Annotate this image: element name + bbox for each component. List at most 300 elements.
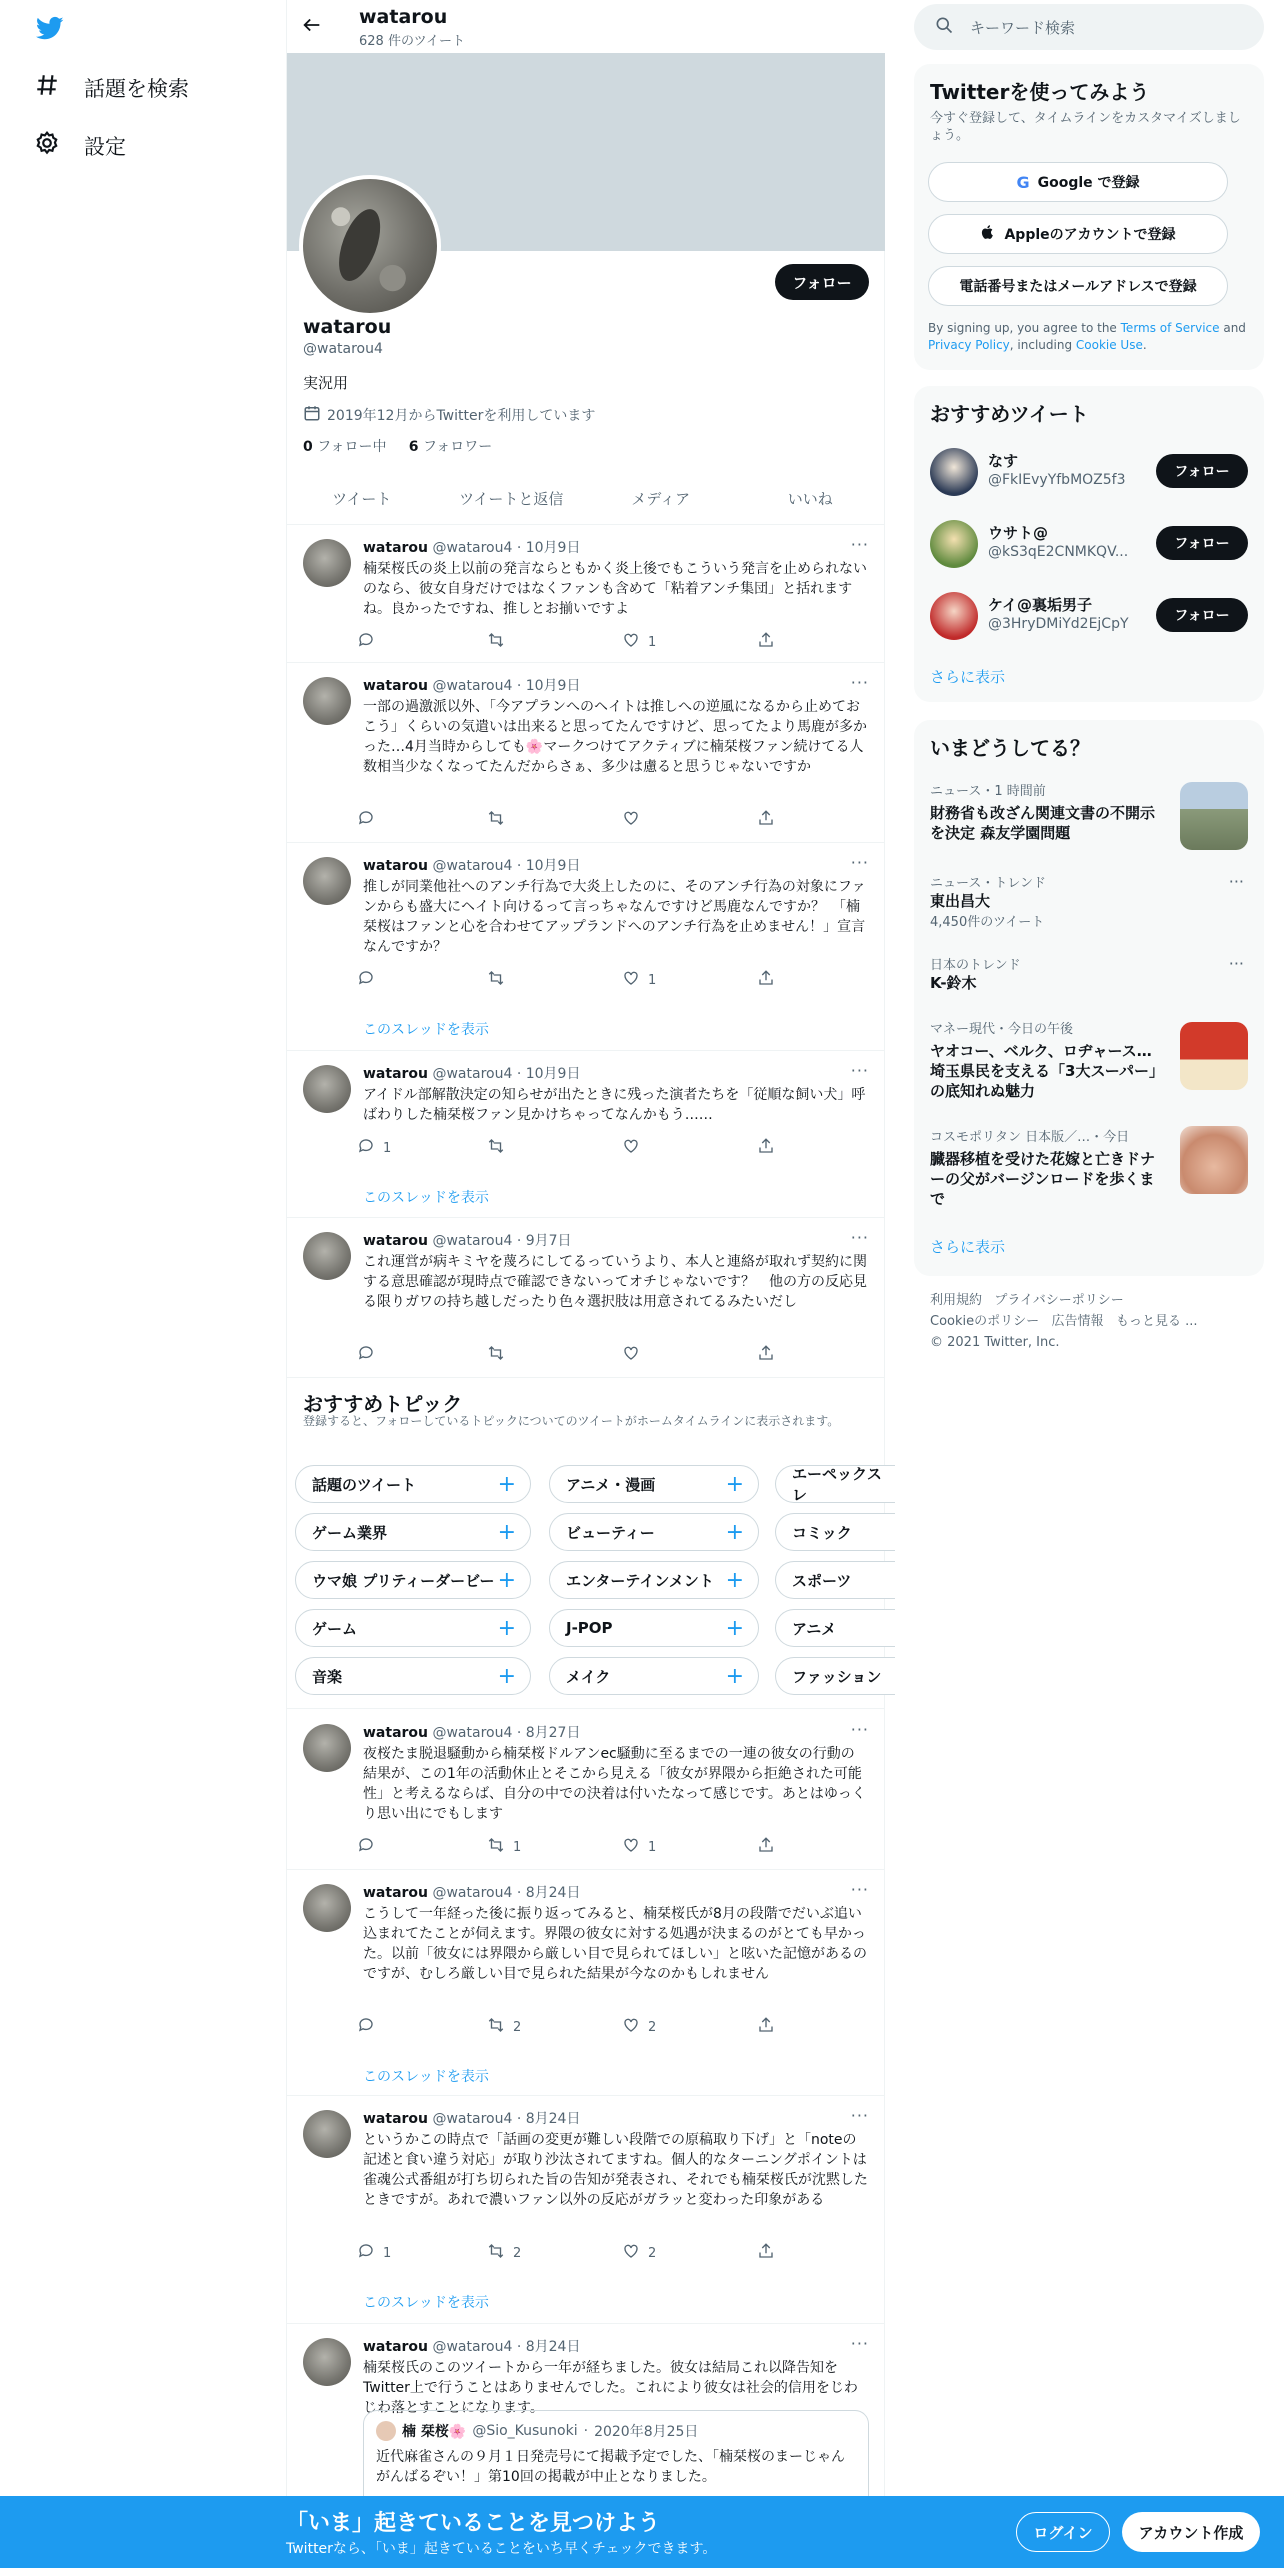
show-thread-link[interactable]: このスレッドを表示	[363, 1022, 489, 1038]
retweet-icon	[487, 2242, 505, 2264]
tweet[interactable]	[287, 1870, 885, 2096]
share-button[interactable]	[757, 969, 775, 991]
quoted-tweet[interactable]: 楠 栞桜🌸 @Sio_Kusunoki · 2020年8月25日 近代麻雀さんの９月１日発売号にて掲載予定でした、「楠栞桜のまーじゃんがんばるぞい！」第10回の掲載が中止となりました。	[363, 2410, 869, 2540]
reply-icon	[357, 809, 375, 831]
left-navigation	[0, 0, 286, 2568]
quote-avatar	[376, 2421, 396, 2441]
share-icon	[757, 1137, 775, 1159]
avatar	[930, 520, 978, 568]
topic-chip-label: コミック	[792, 1523, 852, 1542]
like-icon	[622, 1137, 640, 1159]
retweet-icon	[487, 1836, 505, 1858]
separator: ·	[512, 540, 526, 556]
plus-icon[interactable]: +	[497, 1520, 516, 1545]
search-input[interactable]: キーワード検索	[970, 18, 1076, 37]
tweet-author-name[interactable]: watarou	[363, 1885, 429, 1901]
more-icon[interactable]: ···	[850, 1880, 869, 1899]
tweet-actions	[357, 809, 777, 831]
retweet-count: 1	[513, 1839, 522, 1855]
following-link[interactable]	[303, 439, 387, 455]
followers-link[interactable]	[409, 439, 493, 455]
trend-item[interactable]	[930, 780, 1248, 856]
like-count: 2	[648, 2019, 657, 2035]
tweet[interactable]	[287, 2096, 885, 2324]
reply-icon	[357, 1137, 375, 1159]
topic-chip[interactable]	[295, 1561, 531, 1599]
following-count: 0	[303, 439, 313, 455]
reply-icon	[357, 1344, 375, 1366]
nav-explore-label: 話題を検索	[84, 76, 189, 101]
share-icon	[757, 809, 775, 831]
plus-icon[interactable]: +	[497, 1472, 516, 1497]
phone-signup-button[interactable]	[928, 266, 1228, 306]
topic-chip-label: J-POP	[566, 1619, 613, 1637]
plus-icon[interactable]: +	[725, 1520, 744, 1545]
avatar[interactable]	[303, 1884, 351, 1932]
tweet-author-handle: @watarou4	[432, 1725, 513, 1741]
tweet-author-handle: @watarou4	[432, 1066, 513, 1082]
separator: ·	[512, 678, 526, 694]
plus-icon[interactable]: +	[497, 1664, 516, 1689]
quote-name: 楠 栞桜🌸	[402, 2424, 467, 2440]
avatar[interactable]	[303, 1724, 351, 1772]
recommended-card	[914, 386, 1264, 702]
avatar[interactable]	[303, 677, 351, 725]
search-box[interactable]	[914, 4, 1264, 50]
trend-item[interactable]	[930, 872, 1248, 932]
tweet-date[interactable]: 10月9日	[525, 1066, 581, 1082]
trend-title: 財務省も改ざん関連文書の不開示を決定 森友学園問題	[930, 804, 1156, 842]
trend-image	[1180, 1126, 1248, 1194]
footer-terms[interactable]: 利用規約	[930, 1293, 983, 1308]
tweet-date[interactable]: 9月7日	[525, 1233, 572, 1249]
follow-button[interactable]: フォロー	[1156, 526, 1248, 560]
topic-chip[interactable]	[549, 1657, 759, 1695]
recommended-user-name: なす	[988, 452, 1019, 470]
tweet-actions	[357, 1137, 777, 1159]
avatar	[930, 592, 978, 640]
trend-meta: ニュース・トレンド	[930, 876, 1047, 891]
trend-item[interactable]	[930, 1018, 1248, 1102]
topic-chip[interactable]	[295, 1465, 531, 1503]
like-button[interactable]	[622, 1836, 656, 1858]
topics-subtitle: 登録すると、フォローしているトピックについてのツイートがホームタイムラインに表示されます。	[303, 1414, 840, 1428]
footer-links	[930, 1290, 1197, 1353]
reply-button[interactable]	[357, 631, 383, 653]
signup-card	[914, 64, 1264, 370]
footer-privacy[interactable]: プライバシーポリシー	[994, 1293, 1124, 1308]
quote-text: 近代麻雀さんの９月１日発売号にて掲載予定でした、「楠栞桜のまーじゃんがんばるぞい！」第10回の掲載が中止となりました。	[376, 2449, 845, 2485]
topic-chip-label: スポーツ	[792, 1571, 852, 1590]
footer-cookie[interactable]: Cookieのポリシー	[930, 1314, 1040, 1329]
separator: ·	[512, 2339, 526, 2355]
avatar[interactable]	[303, 2110, 351, 2158]
plus-icon[interactable]: +	[497, 1568, 516, 1593]
share-button[interactable]	[757, 1137, 775, 1159]
avatar[interactable]	[303, 1232, 351, 1280]
trend-meta: ニュース・1 時間前	[930, 784, 1046, 799]
like-icon	[622, 2242, 640, 2264]
reply-icon	[357, 631, 375, 653]
retweet-icon	[487, 1344, 505, 1366]
retweet-count: 2	[513, 2245, 522, 2261]
tweet-date[interactable]: 8月24日	[525, 2339, 581, 2355]
tweet-date[interactable]: 8月24日	[525, 1885, 581, 1901]
avatar[interactable]	[303, 857, 351, 905]
privacy-link[interactable]: Privacy Policy	[928, 338, 1010, 352]
plus-icon[interactable]: +	[725, 1568, 744, 1593]
recommended-show-more[interactable]: さらに表示	[930, 668, 1006, 686]
profile-avatar[interactable]	[299, 175, 441, 317]
tweet-author-name[interactable]: watarou	[363, 2111, 429, 2127]
bottom-bar-subtitle: Twitterなら、「いま」起きていることをいち早くチェックできます。	[286, 2541, 717, 2557]
footer-more[interactable]: もっと見る ...	[1115, 1314, 1198, 1329]
tweet-date[interactable]: 10月9日	[525, 540, 581, 556]
profile-joined	[303, 404, 595, 426]
tweet-author-handle: @watarou4	[432, 1233, 513, 1249]
tweet-actions	[357, 1344, 777, 1366]
tweet-author-handle: @watarou4	[432, 858, 513, 874]
trend-title: ヤオコー、ベルク、ロヂャース…埼玉県民を支える「3大スーパー」の底知れぬ魅力	[930, 1042, 1164, 1100]
tweet-author-name[interactable]: watarou	[363, 858, 429, 874]
followers-label: フォロワー	[422, 439, 493, 455]
topic-chip[interactable]	[549, 1561, 759, 1599]
tab-media[interactable]: メディア	[631, 489, 691, 508]
header-profile-name: watarou	[359, 6, 448, 28]
google-signup-button[interactable]	[928, 162, 1228, 202]
quote-date: 2020年8月25日	[594, 2424, 699, 2440]
avatar[interactable]	[303, 1065, 351, 1113]
topic-chip-label: ビューティー	[566, 1523, 655, 1542]
topic-chip-label: 音楽	[312, 1667, 343, 1686]
tweet-date[interactable]: 8月27日	[525, 1725, 581, 1741]
tweet-text: というかこの時点で「話画の変更が難しい段階での原稿取り下げ」と「noteの記述と食い違う対応」が取り沙汰されてますね。個人的なターニングポイントは雀魂公式番組が打ち切られた旨の告知が発表され、それでも楠栞桜氏が沈黙したときですが。あれで濃いファン以外の反応がガラッと変わった印象がある	[363, 2132, 868, 2208]
topic-chip-label: ゲーム	[312, 1619, 358, 1638]
tweet-actions	[357, 631, 777, 653]
recommended-user-name: ケイ@裏垢男子	[988, 596, 1092, 614]
trend-meta: コスモポリタン 日本版／…・今日	[930, 1130, 1130, 1145]
topic-chip[interactable]	[549, 1465, 759, 1503]
tweet-date[interactable]: 8月24日	[525, 2111, 581, 2127]
tweet-author-name[interactable]: watarou	[363, 2339, 429, 2355]
show-thread-link[interactable]: このスレッドを表示	[363, 1190, 489, 1206]
signup-button[interactable]: アカウント作成	[1122, 2512, 1260, 2552]
reply-icon	[357, 1836, 375, 1858]
retweet-button[interactable]	[487, 1137, 513, 1159]
tweet[interactable]	[287, 663, 885, 843]
nav-explore[interactable]	[34, 72, 189, 103]
plus-icon[interactable]: +	[725, 1472, 744, 1497]
more-icon[interactable]: ···	[850, 2106, 869, 2125]
like-button[interactable]	[622, 1137, 648, 1159]
gear-icon	[34, 130, 60, 161]
like-icon	[622, 1344, 640, 1366]
trend-title: K-鈴木	[930, 974, 977, 992]
recommended-user[interactable]	[930, 590, 1248, 644]
tweet-text: 推しが同業他社へのアンチ行為で大炎上したのに、そのアンチ行為の対象にファンからも盛大にヘイト向けるって言っちゃなんですけど馬鹿なんですか？ 「楠栞桜はファンと心を合わせてアップランドへのアンチ行為を止めません！」宣言なんですか？	[363, 879, 866, 955]
signup-terms: By signing up, you agree to the Terms of Service and Privacy Policy, including Cookie Use.	[928, 321, 1246, 352]
tweet[interactable]	[287, 1051, 885, 1218]
topic-chip[interactable]	[775, 1513, 895, 1551]
search-icon	[934, 15, 954, 39]
trend-meta: マネー現代・今日の午後	[930, 1022, 1074, 1037]
topic-chip-label: アニメ	[792, 1619, 837, 1638]
retweet-button[interactable]	[487, 1344, 513, 1366]
footer-ads[interactable]: 広告情報	[1051, 1314, 1104, 1329]
topic-chip-label: エンターテインメント	[566, 1571, 714, 1590]
topic-chip[interactable]	[295, 1513, 531, 1551]
more-icon[interactable]: ···	[850, 673, 869, 692]
topic-chip-label: ファッション	[792, 1667, 882, 1686]
topic-chip[interactable]	[775, 1561, 895, 1599]
separator: ·	[512, 1066, 526, 1082]
tweet-text: こうして一年経った後に振り返ってみると、楠栞桜氏が8月の段階でだいぶ追い込まれてたことが伺えます。界隈の彼女に対する処遇が決まるのがとても早かった。以前「彼女には界隈から厳しい目で見られてほしい」と呟いた記憶があるのですが、むしろ厳しい目で見られた結果が今なのかもしれません	[363, 1906, 867, 1982]
tweet-author-name[interactable]: watarou	[363, 540, 429, 556]
topic-chip[interactable]	[295, 1609, 531, 1647]
like-button[interactable]	[622, 2242, 656, 2264]
trend-title: 東出昌大	[930, 892, 991, 910]
retweet-button[interactable]	[487, 809, 513, 831]
share-button[interactable]	[757, 1344, 775, 1366]
show-thread-link[interactable]: このスレッドを表示	[363, 2295, 489, 2311]
trends-title: いまどうしてる？	[930, 736, 1090, 760]
separator: ·	[512, 858, 526, 874]
reply-button[interactable]	[357, 2242, 391, 2264]
share-button[interactable]	[757, 1836, 775, 1858]
like-count: 2	[648, 2245, 657, 2261]
share-button[interactable]	[757, 631, 775, 653]
more-icon[interactable]: ···	[850, 2334, 869, 2353]
more-icon[interactable]: ···	[850, 853, 869, 872]
topic-chip[interactable]	[549, 1513, 759, 1551]
tweet-header	[363, 2336, 580, 2356]
trends-show-more[interactable]: さらに表示	[930, 1238, 1006, 1256]
like-count: 1	[648, 1839, 657, 1855]
quote-handle: @Sio_Kusunoki	[472, 2423, 578, 2439]
reply-button[interactable]	[357, 1836, 383, 1858]
tweet-author-handle: @watarou4	[432, 1885, 513, 1901]
reply-icon	[357, 2016, 375, 2038]
retweet-button[interactable]	[487, 631, 513, 653]
tab-tweets-replies[interactable]: ツイートと返信	[459, 489, 564, 508]
reply-button[interactable]	[357, 1137, 391, 1159]
bottom-bar-title: 「いま」起きていることを見つけよう	[286, 2511, 661, 2536]
retweet-icon	[487, 809, 505, 831]
avatar[interactable]	[303, 2338, 351, 2386]
plus-icon[interactable]: +	[725, 1616, 744, 1641]
tweet-date[interactable]: 10月9日	[525, 678, 581, 694]
profile-column	[286, 0, 885, 2568]
topic-chip[interactable]	[775, 1609, 895, 1647]
tweet-author-name[interactable]: watarou	[363, 678, 429, 694]
more-icon[interactable]: ···	[1228, 954, 1244, 973]
topic-chip-label: アニメ・漫画	[566, 1475, 656, 1494]
tweet-header	[363, 537, 580, 557]
apple-signup-label: Appleのアカウントで登録	[1004, 227, 1176, 243]
hashtag-icon	[34, 72, 60, 103]
nav-settings-label: 設定	[84, 134, 126, 159]
trend-item[interactable]	[930, 954, 1248, 998]
joined-text: 2019年12月からTwitterを利用しています	[327, 408, 596, 424]
like-count: 1	[648, 972, 657, 988]
share-button[interactable]	[757, 2016, 775, 2038]
avatar[interactable]	[303, 539, 351, 587]
share-icon	[757, 969, 775, 991]
header-tweet-count: 628 件のツイート	[359, 34, 466, 49]
tweet-text: 一部の過激派以外、「今アプランへのヘイトは推しへの逆風になるから止めておこう」くらいの気遣いは出来ると思ってたんですけど、思ってたより馬鹿が多かった…4月当時からしても🌸マークつけてアクティブに楠栞桜ファン続けてる人数相当少なくなってたんだからさぁ、多少は慮ると思うじゃないですか	[363, 699, 867, 775]
topic-chip[interactable]	[295, 1657, 531, 1695]
recommended-title: おすすめツイート	[930, 402, 1089, 426]
following-label: フォロー中	[317, 439, 387, 455]
topics-divider	[287, 1708, 885, 1709]
tweet-text: 楠栞桜氏のこのツイートから一年が経ちました。彼女は結局これ以降告知をTwitter上で行うことはありませんでした。これにより彼女は社会的信用をじわじわ落とすことになります。	[363, 2360, 858, 2416]
tweet[interactable]	[287, 1218, 885, 1378]
topic-chip[interactable]	[775, 1465, 895, 1503]
tab-likes[interactable]: いいね	[787, 489, 833, 508]
tweet-header	[363, 1230, 572, 1250]
profile-bio: 実況用	[303, 374, 349, 392]
trend-item[interactable]	[930, 1126, 1248, 1230]
retweet-button[interactable]	[487, 1836, 521, 1858]
tweet-header	[363, 1882, 580, 1902]
signup-subtitle: 今すぐ登録して、タイムラインをカスタマイズしましょう。	[930, 111, 1241, 143]
more-icon[interactable]: ···	[850, 1061, 869, 1080]
follow-button[interactable]: フォロー	[1156, 598, 1248, 632]
tweet-header	[363, 675, 580, 695]
like-button[interactable]	[622, 809, 648, 831]
tweet-text: 楠栞桜氏の炎上以前の発言ならともかく炎上後でもこういう発言を止められないのなら、彼女自身だけではなくファンも含めて「粘着アンチ集団」と括れますね。良かったですね、推しとお揃いですよ	[363, 561, 867, 617]
retweet-icon	[487, 969, 505, 991]
tweet-actions	[357, 2016, 777, 2038]
more-icon[interactable]: ···	[850, 1720, 869, 1739]
reply-button[interactable]	[357, 1344, 383, 1366]
topic-chip-label: エーペックスレ	[792, 1465, 882, 1504]
plus-icon[interactable]: +	[497, 1616, 516, 1641]
trend-image	[1180, 1022, 1248, 1090]
trend-count: 4,450件のツイート	[930, 915, 1045, 930]
tweet[interactable]	[287, 525, 885, 663]
separator: ·	[512, 1233, 526, 1249]
like-button[interactable]	[622, 969, 656, 991]
like-button[interactable]	[622, 1344, 648, 1366]
topic-chip-label: メイク	[566, 1667, 611, 1686]
signup-title: Twitterを使ってみよう	[930, 80, 1150, 104]
retweet-button[interactable]	[487, 969, 513, 991]
tweet-author-name[interactable]: watarou	[363, 1066, 429, 1082]
twitter-logo-icon[interactable]	[34, 14, 66, 42]
show-thread-link[interactable]: このスレッドを表示	[363, 2069, 489, 2085]
like-count: 1	[648, 634, 657, 650]
share-icon	[757, 1836, 775, 1858]
profile-handle: @watarou4	[303, 341, 383, 357]
terms-link[interactable]: Terms of Service	[1120, 321, 1220, 335]
plus-icon[interactable]: +	[725, 1664, 744, 1689]
share-icon	[757, 631, 775, 653]
like-button[interactable]	[622, 631, 656, 653]
tweet-text: 夜桜たま脱退騒動から楠栞桜ドルアンec騒動に至るまでの一連の彼女の行動の結果が、この1年の活動休止とそこから見える「彼女が界隈から拒絶された可能性」と考えるならば、自分の中での決着は付いたなって感じです。あとはゆっくり思い出にでもします	[363, 1746, 866, 1822]
separator: ·	[512, 1885, 526, 1901]
tweet-author-name[interactable]: watarou	[363, 1233, 429, 1249]
follow-button[interactable]: フォロー	[775, 264, 869, 300]
profile-tabs	[287, 472, 885, 525]
tweet-author-handle: @watarou4	[432, 2339, 513, 2355]
like-button[interactable]	[622, 2016, 656, 2038]
more-icon[interactable]: ···	[1228, 872, 1244, 891]
reply-count: 1	[383, 1140, 392, 1156]
followers-count: 6	[408, 439, 419, 455]
apple-signup-button[interactable]	[928, 214, 1228, 254]
trends-card	[914, 720, 1264, 1276]
recommended-user[interactable]	[930, 518, 1248, 572]
tweet-actions	[357, 1836, 777, 1858]
tweet-header	[363, 1722, 580, 1742]
recommended-user[interactable]	[930, 446, 1248, 500]
recommended-user-handle: @kS3qE2CNMKQV...	[988, 544, 1129, 560]
follow-button[interactable]: フォロー	[1156, 454, 1248, 488]
like-icon	[622, 2016, 640, 2038]
tweet[interactable]	[287, 843, 885, 1051]
tab-tweets[interactable]: ツイート	[332, 489, 392, 508]
tweet-text: これ運営が病キミヤを蔑ろにしてるっていうより、本人と連絡が取れず契約に関する意思確認が現時点で確認できないってオチじゃないです？ 他の方の反応見る限りガワの持ち越しだったり色々選択肢は用意されてるみたいだし	[363, 1254, 867, 1310]
like-icon	[622, 631, 640, 653]
retweet-icon	[487, 1137, 505, 1159]
retweet-button[interactable]	[487, 2242, 521, 2264]
cookie-link[interactable]: Cookie Use	[1075, 338, 1143, 352]
avatar	[930, 448, 978, 496]
reply-button[interactable]	[357, 969, 383, 991]
login-button[interactable]: ログイン	[1016, 2512, 1110, 2552]
topic-chip-label: ウマ娘 プリティーダービー	[312, 1571, 495, 1590]
topic-chip[interactable]	[549, 1609, 759, 1647]
apple-icon	[980, 224, 996, 244]
tweet-author-name[interactable]: watarou	[363, 1725, 429, 1741]
share-button[interactable]	[757, 809, 775, 831]
share-button[interactable]	[757, 2242, 775, 2264]
back-arrow-icon[interactable]	[301, 14, 323, 36]
tweet-date[interactable]: 10月9日	[525, 858, 581, 874]
more-icon[interactable]: ···	[850, 535, 869, 554]
trend-meta: 日本のトレンド	[930, 958, 1021, 973]
tweet-text: アイドル部解散決定の知らせが出たときに残った演者たちを「従順な飼い犬」呼ばわりした楠栞桜ファン見かけちゃってなんかもう……	[363, 1087, 866, 1123]
reply-count: 1	[383, 2245, 392, 2261]
google-signup-label: Google で登録	[1037, 175, 1140, 191]
nav-settings[interactable]	[34, 130, 126, 161]
reply-button[interactable]	[357, 2016, 383, 2038]
like-icon	[622, 809, 640, 831]
topic-chip[interactable]	[775, 1657, 895, 1695]
recommended-user-handle: @FkIEvyYfbMOZ5f3	[988, 472, 1126, 488]
profile-name: watarou	[303, 316, 392, 338]
phone-signup-label: 電話番号またはメールアドレスで登録	[959, 279, 1197, 295]
like-icon	[622, 969, 640, 991]
reply-icon	[357, 969, 375, 991]
follow-stats	[303, 436, 492, 456]
trend-image	[1180, 782, 1248, 850]
tweet-actions	[357, 969, 777, 991]
bottom-signup-bar	[0, 2496, 1284, 2568]
separator: ·	[512, 1725, 526, 1741]
tweet-author-handle: @watarou4	[432, 678, 513, 694]
retweet-button[interactable]	[487, 2016, 521, 2038]
share-icon	[757, 2242, 775, 2264]
more-icon[interactable]: ···	[850, 1228, 869, 1247]
tweet-author-handle: @watarou4	[432, 540, 513, 556]
topics-title: おすすめトピック	[303, 1392, 463, 1416]
tweet[interactable]	[287, 1710, 885, 1870]
recommended-user-name: ウサト@	[988, 524, 1049, 542]
reply-button[interactable]	[357, 809, 383, 831]
recommended-user-handle: @3HryDMiYd2EjCpY	[988, 616, 1129, 632]
